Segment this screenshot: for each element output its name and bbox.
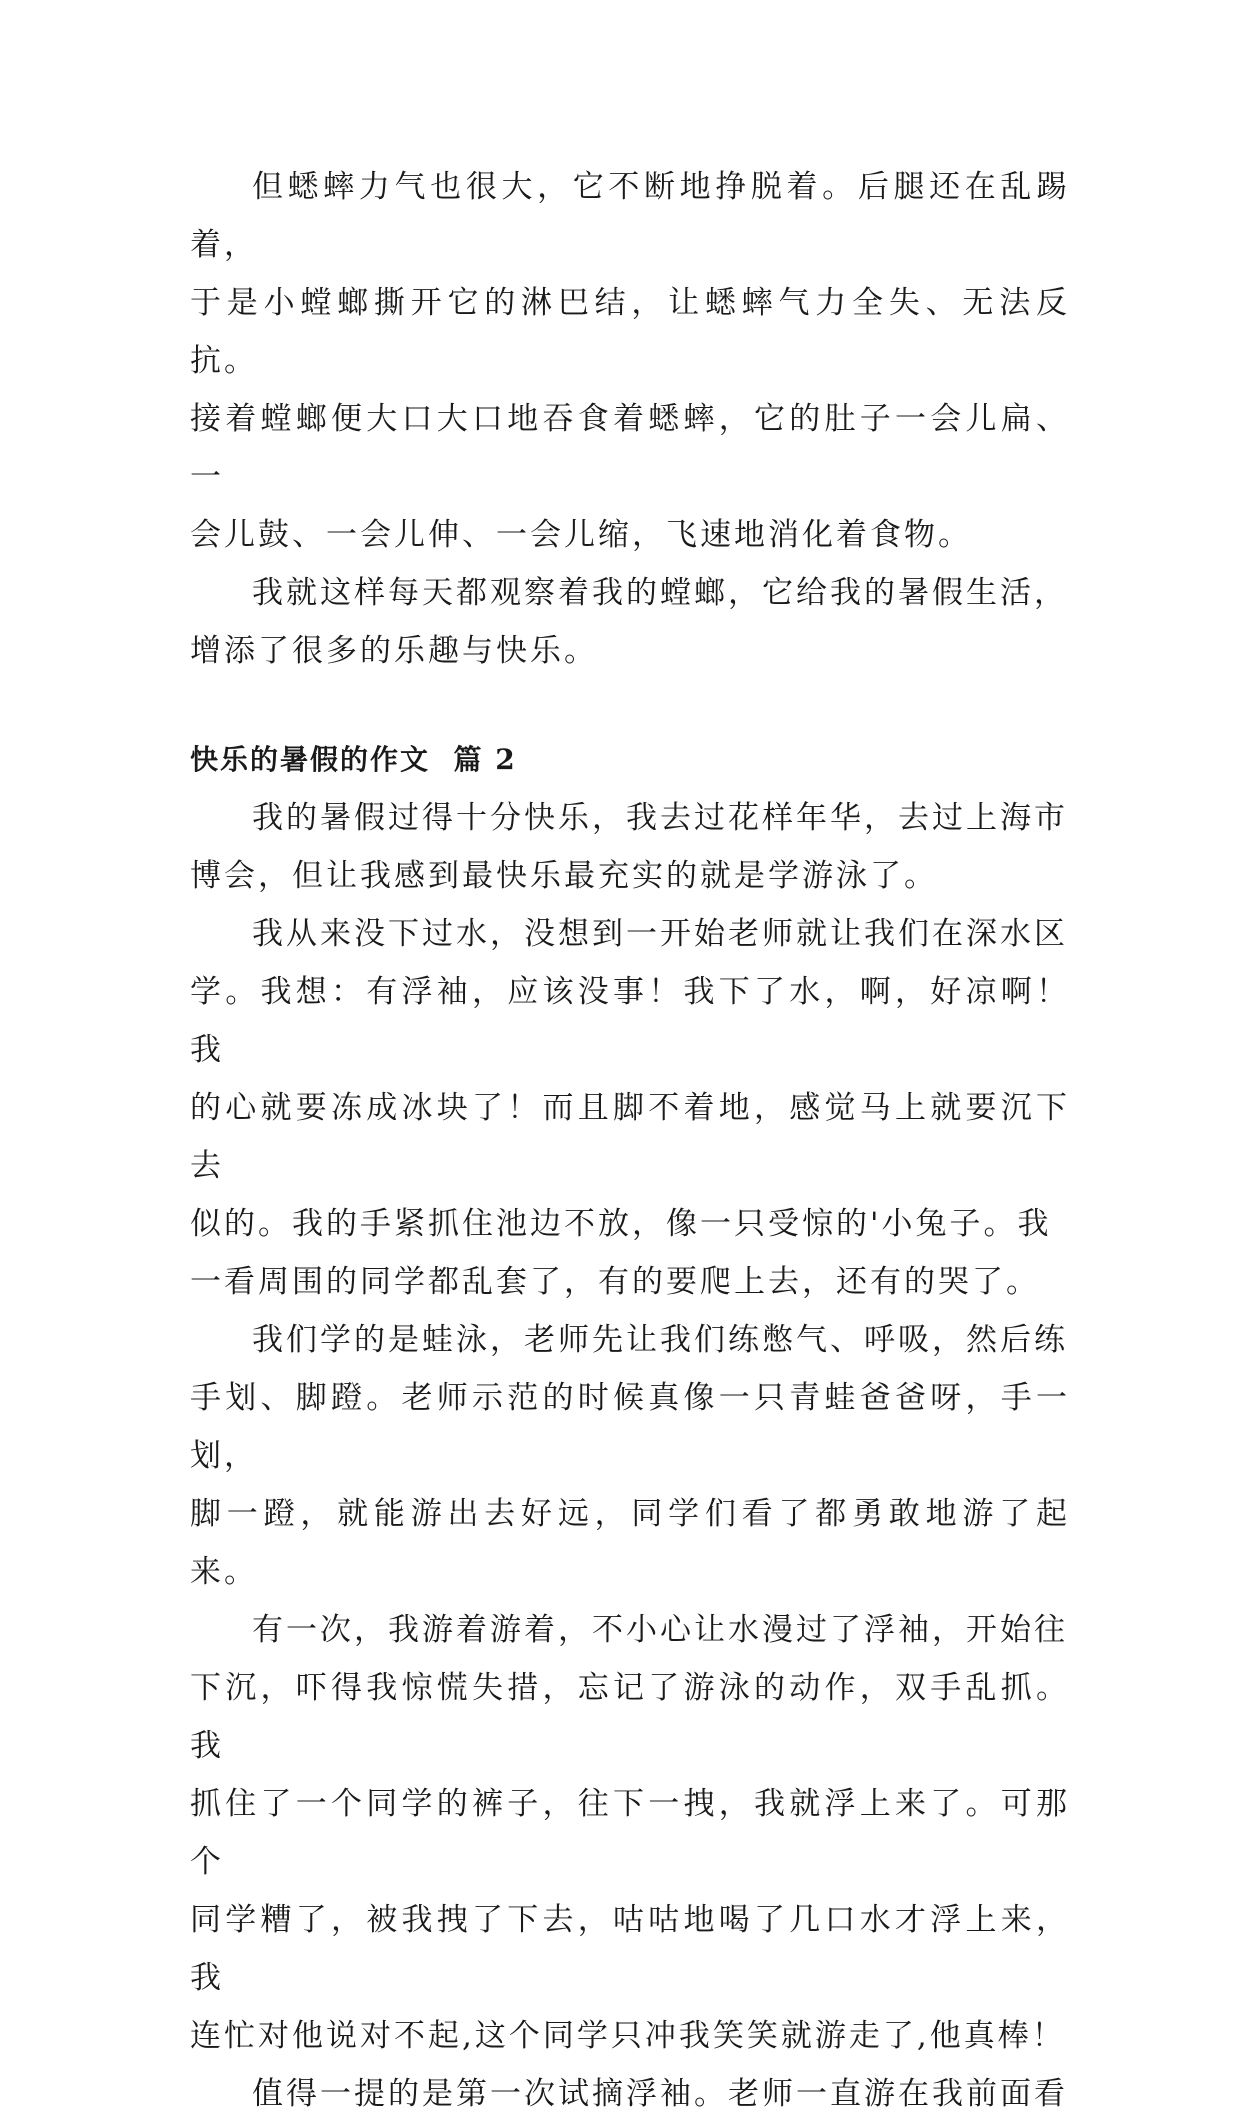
paragraph: 我的暑假过得十分快乐，我去过花样年华，去过上海市 博会，但让我感到最快乐最充实的就是学游泳了。 [190, 800, 1068, 894]
document-body [190, 158, 1070, 2123]
paragraph: 我就这样每天都观察着我的螳螂，它给我的暑假生活， 增添了很多的乐趣与快乐。 [190, 575, 1068, 669]
paragraph: 有一次，我游着游着，不小心让水漫过了浮袖，开始往 下沉，吓得我惊慌失措，忘记了游泳的动作，双手乱抓。我 抓住了一个同学的裤子，往下一拽，我就浮上来了。可那个 同学糟了，被我拽了下去，咕咕地喝了几口水才浮上来，我 连忙对他说对不起,这个同学只冲我笑笑就游走了,他真棒！ [190, 1612, 1070, 2054]
paragraph: 我们学的是蛙泳，老师先让我们练憋气、呼吸，然后练 手划、脚蹬。老师示范的时候真像一只青蛙爸爸呀，手一划， 脚一蹬，就能游出去好远，同学们看了都勇敢地游了起来。 [190, 1322, 1070, 1590]
section-heading: 快乐的暑假的作文 篇 2 [190, 743, 517, 776]
paragraph: 但蟋蟀力气也很大，它不断地挣脱着。后腿还在乱踢着， 于是小螳螂撕开它的淋巴结，让蟋蟀气力全失、无法反抗。 接着螳螂便大口大口地吞食着蟋蟀，它的肚子一会儿扁、一 会儿鼓、一会儿伸、一会儿缩，飞速地消化着食物。 [190, 169, 1070, 553]
paragraph: 值得一提的是第一次试摘浮袖。老师一直游在我前面看 [252, 2076, 1068, 2112]
paragraph: 我从来没下过水，没想到一开始老师就让我们在深水区 学。我想：有浮袖，应该没事！我下了水，啊，好凉啊！我 的心就要冻成冰块了！而且脚不着地，感觉马上就要沉下去 似的。我的手紧抓住池边不放，像一只受惊的'小兔子。我 一看周围的同学都乱套了，有的要爬上去，还有的哭了。 [190, 916, 1070, 1300]
